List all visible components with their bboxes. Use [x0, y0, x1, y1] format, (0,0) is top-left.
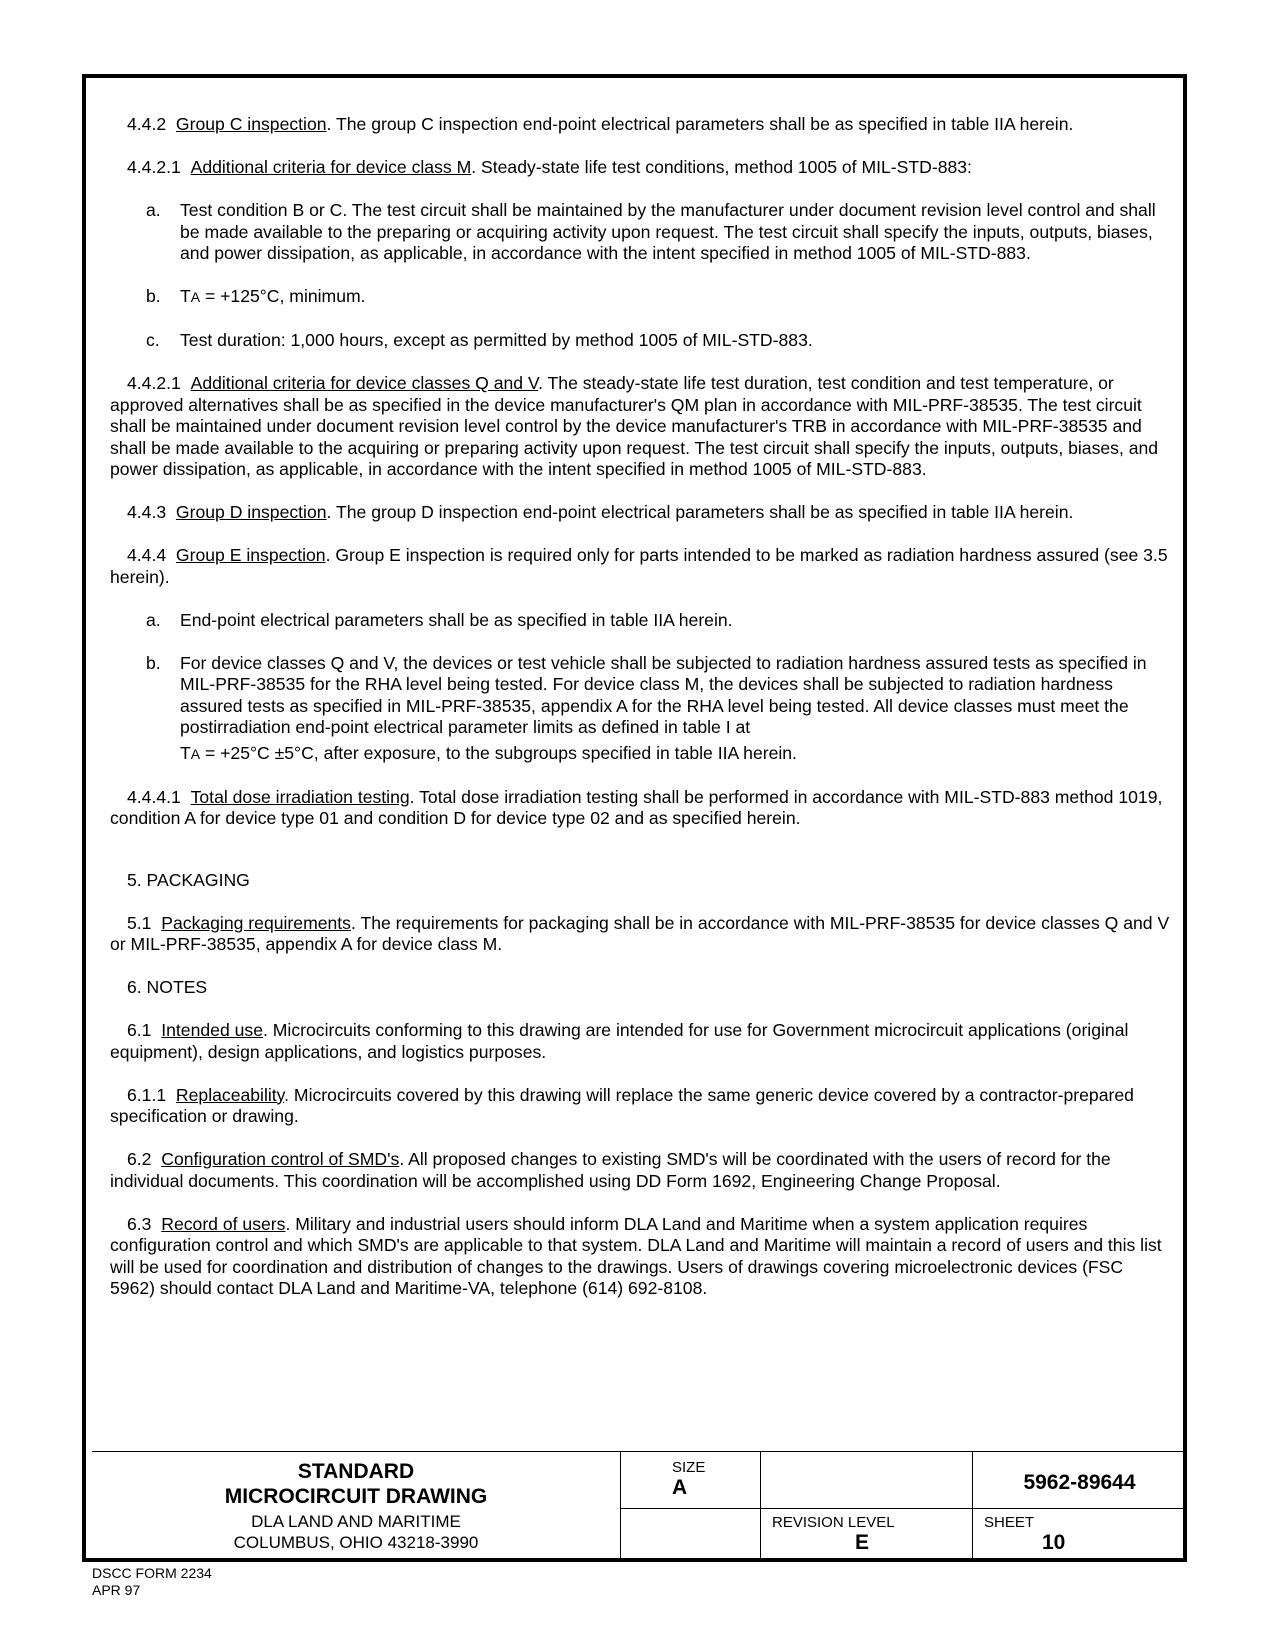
size-label: SIZE — [672, 1459, 706, 1476]
revision-cell — [772, 1514, 972, 1555]
list-text: = +125°C, minimum. — [200, 286, 366, 306]
section-5-1 — [110, 913, 1170, 956]
section-number: 6.3 — [127, 1213, 152, 1234]
list-text: End-point electrical parameters shall be as specified in table IIA herein. — [180, 609, 733, 630]
section-heading: Replaceability — [175, 1084, 285, 1105]
list-label: b. — [146, 652, 161, 673]
size-cell — [672, 1459, 705, 1500]
section-number: 4.4.2.1 — [127, 373, 181, 393]
section-heading: Additional criteria for device class M — [190, 157, 472, 177]
drawing-label: MICROCIRCUIT DRAWING — [224, 1485, 488, 1508]
form-footer — [92, 1565, 212, 1599]
section-6-2 — [110, 1149, 1170, 1192]
section-number: 4.4.2.1 — [127, 157, 181, 177]
list-label: a. — [146, 200, 161, 220]
list-label: a. — [146, 609, 161, 630]
list-label: c. — [146, 330, 160, 350]
section-text: . Total dose irradiation testing shall be performed in accordance with MIL-STD-883 method 1019, condition A for device type 01 and condition D for device type 02 and as specified herein. — [110, 786, 1163, 828]
section-text: . The steady-state life test duration, test condition and test temperature, or approved alternatives shall be as specified in the device manufacturer's QM plan in accordance with MIL-PRF-38535. The test circuit shall be maintained under document revision level control by the device manufacturer's TRB in accordance with MIL-PRF-38535 and shall be made available to the acquiring or preparing activity upon request. The test circuit shall specify the inputs, outputs, biases, and power dissipation, as applicable, in accordance with the intent specified in method 1005 of MIL-STD-883. — [110, 373, 1159, 479]
sheet-cell — [984, 1514, 1184, 1555]
section-number: 6.1 — [127, 1020, 152, 1040]
section-text: . Microcircuits conforming to this drawing are intended for use for Government microcircuit applications (original equipment), design applications, and logistics purposes. — [110, 1020, 1129, 1062]
temp-symbol: T — [180, 286, 191, 306]
section-4-4-4-1 — [110, 787, 1170, 830]
section-text: . The group C inspection end-point electrical parameters shall be as specified in table IIA herein. — [326, 114, 1074, 134]
document-body — [110, 114, 1170, 1321]
temp-subscript: A — [190, 289, 201, 305]
size-value: A — [672, 1476, 688, 1499]
agency-name: DLA LAND AND MARITIME — [251, 1512, 461, 1531]
list-text: For device classes Q and V, the devices or test vehicle shall be subjected to radiation hardness assured tests as specified in MIL-PRF-38535 for the RHA level being tested. For device class M, the devices shall be subjected to radiation hardness assured tests as specified in MIL-PRF-38535, appendix A for the RHA level being tested. All device classes must meet the postirradiation end-point electrical parameter limits as defined in table I at — [180, 652, 1147, 737]
standard-label: STANDARD — [297, 1460, 415, 1483]
page-frame — [82, 74, 1187, 1562]
list-text: Test condition B or C. The test circuit shall be maintained by the manufacturer under document revision level control and shall be made available to the preparing or acquiring activity upon request. The test circuit shall specify the inputs, outputs, biases, and power dissipation, as applicable, in accordance with the intent specified in method 1005 of MIL-STD-883. — [180, 200, 1156, 263]
list-text: = +25°C ±5°C, after exposure, to the subgroups specified in table IIA herein. — [200, 742, 797, 763]
form-date: APR 97 — [92, 1582, 141, 1598]
drawing-title — [92, 1459, 620, 1553]
divider — [620, 1508, 1187, 1509]
agency-address: COLUMBUS, OHIO 43218-3990 — [233, 1533, 479, 1552]
section-4-4-2-1-class-m — [110, 157, 1170, 179]
section-heading: Group C inspection — [175, 114, 327, 134]
section-heading: Total dose irradiation testing — [190, 786, 410, 807]
list-item — [110, 653, 1170, 766]
temp-subscript: A — [190, 745, 201, 762]
revision-label: REVISION LEVEL — [772, 1514, 895, 1531]
list-item — [110, 200, 1170, 265]
form-number: DSCC FORM 2234 — [92, 1565, 212, 1581]
section-text: . Microcircuits covered by this drawing will replace the same generic device covered by a contractor-prepared specification or drawing. — [110, 1084, 1134, 1126]
section-number: 4.4.4 — [127, 545, 167, 565]
list-item — [110, 286, 1170, 309]
document-number: 5962-89644 — [1023, 1471, 1136, 1494]
section-heading: Intended use — [161, 1020, 263, 1040]
title-block-top-border — [92, 1451, 1187, 1452]
list-text: Test duration: 1,000 hours, except as permitted by method 1005 of MIL-STD-883. — [180, 330, 813, 350]
section-text: . The group D inspection end-point electrical parameters shall be as specified in table IIA herein. — [326, 502, 1074, 522]
section-text: . Steady-state life test conditions, method 1005 of MIL-STD-883: — [471, 157, 972, 177]
section-heading: Group E inspection — [175, 545, 326, 565]
temp-symbol: T — [180, 742, 191, 763]
section-heading: Packaging requirements — [161, 912, 351, 933]
section-6-1 — [110, 1020, 1170, 1063]
section-heading: Configuration control of SMD's — [161, 1149, 400, 1169]
section-number: 6.1.1 — [127, 1084, 167, 1105]
section-4-4-2 — [110, 114, 1170, 136]
divider — [620, 1451, 621, 1562]
divider — [972, 1451, 973, 1562]
section-4-4-4 — [110, 545, 1170, 588]
section-text: . All proposed changes to existing SMD's will be coordinated with the users of record for the individual documents. This coordination will be accomplished using DD Form 1692, Engineering Change Proposal. — [110, 1149, 1111, 1191]
section-6-3 — [110, 1214, 1170, 1300]
section-number: 6.2 — [127, 1149, 152, 1169]
sheet-value: 10 — [1042, 1531, 1066, 1554]
section-number: 4.4.3 — [127, 502, 167, 522]
section-number: 4.4.4.1 — [127, 786, 181, 807]
section-4-4-3 — [110, 502, 1170, 524]
section-text: . Military and industrial users should inform DLA Land and Maritime when a system application requires configuration control and which SMD's are applicable to that system. DLA Land and Maritime will maintain a record of users and this list will be used for coordination and distribution of changes to the drawings. Users of drawings covering microelectronic devices (FSC 5962) should contact DLA Land and Maritime-VA, telephone (614) 692-8108. — [110, 1213, 1162, 1298]
section-number: 4.4.2 — [127, 114, 167, 134]
section-text: . The requirements for packaging shall be in accordance with MIL-PRF-38535 for device classes Q and V or MIL-PRF-38535, appendix A for device class M. — [110, 912, 1170, 954]
divider — [760, 1451, 761, 1562]
sheet-label: SHEET — [984, 1514, 1035, 1531]
section-heading: Additional criteria for device classes Q and V — [190, 373, 539, 393]
section-6-heading: 6. NOTES — [127, 977, 208, 997]
section-number: 5.1 — [127, 912, 152, 933]
revision-value: E — [854, 1531, 869, 1554]
list-item — [110, 610, 1170, 632]
section-heading: Record of users — [161, 1213, 286, 1234]
section-5-heading: 5. PACKAGING — [127, 869, 250, 890]
section-6-1-1 — [110, 1085, 1170, 1128]
section-4-4-2-1-class-qv — [110, 373, 1170, 481]
section-text: . Group E inspection is required only for parts intended to be marked as radiation hardness assured (see 3.5 herein). — [110, 545, 1168, 587]
list-label: b. — [146, 286, 161, 306]
title-block — [92, 1451, 1187, 1562]
list-item — [110, 330, 1170, 352]
section-heading: Group D inspection — [175, 502, 327, 522]
